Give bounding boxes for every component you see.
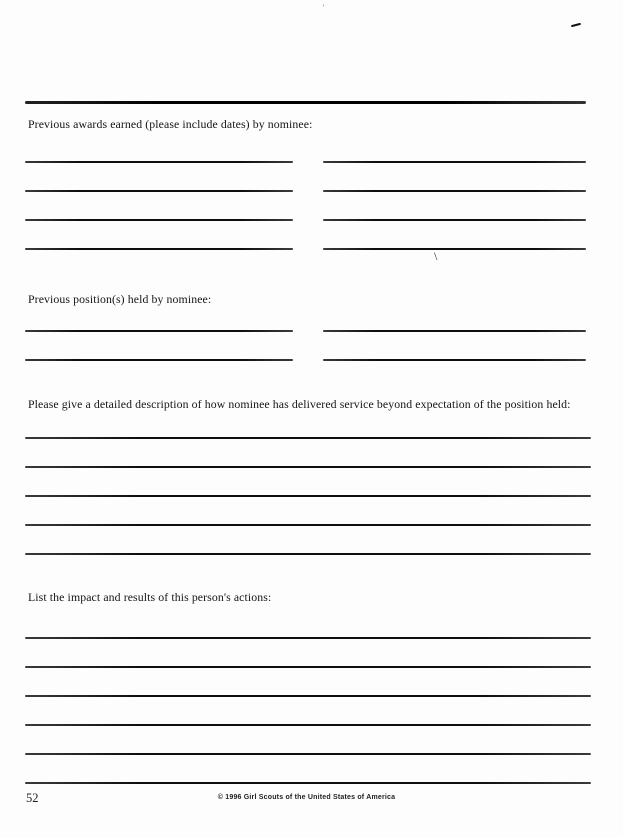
write-in-line[interactable] (25, 753, 591, 755)
write-in-line[interactable] (323, 248, 586, 250)
scan-artifact-speck: ’ (322, 3, 325, 12)
write-in-line[interactable] (323, 161, 586, 163)
write-in-line[interactable] (25, 495, 591, 497)
write-in-row (25, 303, 586, 332)
write-in-line[interactable] (25, 637, 591, 639)
write-in-row (25, 639, 591, 668)
write-in-line[interactable] (25, 695, 591, 697)
write-in-line[interactable] (323, 190, 586, 192)
section-divider-rule (25, 101, 586, 104)
write-in-line[interactable] (25, 782, 591, 784)
write-in-row (25, 332, 586, 361)
write-in-row (25, 497, 591, 526)
impact-section-label: List the impact and results of this person's actions: (28, 590, 272, 604)
copyright-notice: © 1996 Girl Scouts of the United States of America (217, 794, 396, 801)
awards-section-label: Previous awards earned (please include dates) by nominee: (28, 117, 313, 131)
write-in-row (25, 726, 591, 755)
write-in-row (25, 192, 586, 221)
page-number: 52 (26, 791, 39, 805)
write-in-line[interactable] (323, 219, 586, 221)
write-in-line[interactable] (25, 330, 293, 332)
write-in-line[interactable] (25, 359, 293, 361)
scan-artifact-tick (571, 23, 581, 27)
write-in-row (25, 134, 586, 163)
positions-write-in-lines (25, 303, 586, 361)
write-in-row (25, 668, 591, 697)
write-in-row (25, 221, 586, 250)
write-in-line[interactable] (25, 161, 293, 163)
write-in-line[interactable] (25, 248, 293, 250)
description-section-label: Please give a detailed description of how nominee has delivered service beyond expectation of the position held: (28, 397, 571, 411)
write-in-line[interactable] (25, 466, 591, 468)
awards-write-in-lines (25, 134, 586, 250)
write-in-row (25, 697, 591, 726)
write-in-row (25, 439, 591, 468)
write-in-row (25, 468, 591, 497)
write-in-line[interactable] (25, 724, 591, 726)
write-in-line[interactable] (25, 666, 591, 668)
description-write-in-lines (25, 410, 591, 555)
write-in-line[interactable] (25, 437, 591, 439)
write-in-line[interactable] (25, 219, 293, 221)
write-in-line[interactable] (323, 330, 586, 332)
write-in-row (25, 163, 586, 192)
positions-section-label: Previous position(s) held by nominee: (28, 292, 212, 306)
write-in-line[interactable] (25, 524, 591, 526)
write-in-line[interactable] (25, 190, 293, 192)
write-in-row (25, 755, 591, 784)
impact-write-in-lines (25, 610, 591, 784)
write-in-row (25, 526, 591, 555)
write-in-row (25, 410, 591, 439)
scan-artifact-backslash: \ (434, 249, 438, 263)
write-in-line[interactable] (25, 553, 591, 555)
write-in-row (25, 610, 591, 639)
write-in-line[interactable] (323, 359, 586, 361)
